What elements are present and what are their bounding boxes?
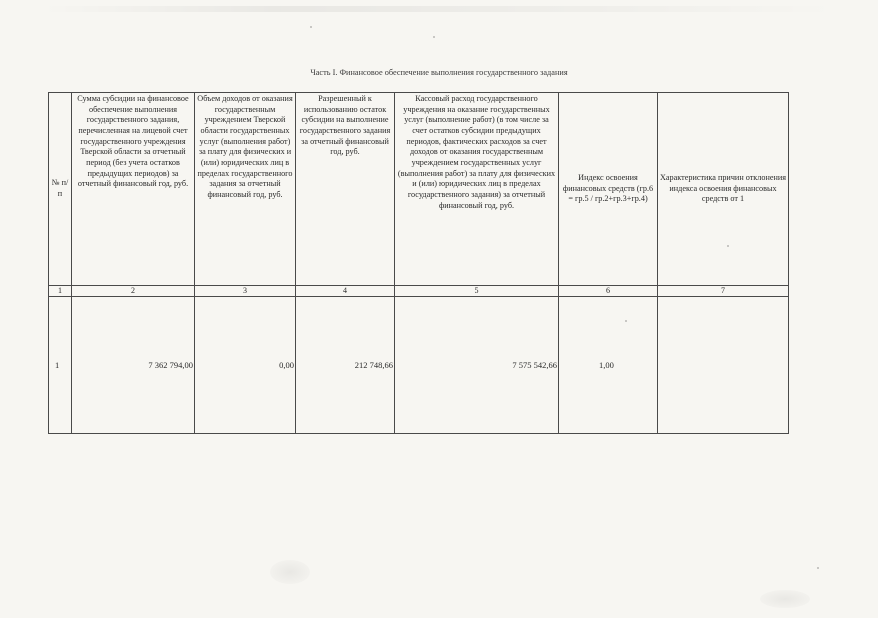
header-cell-deviation-reasons: Характеристика причин отклонения индекса освоения финансовых средств от 1 bbox=[658, 93, 789, 286]
scan-smudge bbox=[760, 590, 810, 608]
column-number: 2 bbox=[72, 286, 195, 297]
cell-row-number: 1 bbox=[49, 297, 72, 434]
header-cell-subsidy-sum: Сумма субсидии на финансовое обеспечение выполнения государственного задания, перечисленная на лицевой счет государственного учреждения Тверской области за отчетный период (без учета остатков предыдущих периодов) за отчетный финансовый год, руб. bbox=[72, 93, 195, 286]
column-number: 3 bbox=[195, 286, 296, 297]
cell-allowed-balance: 212 748,66 bbox=[296, 297, 395, 434]
column-number: 6 bbox=[559, 286, 658, 297]
column-number: 5 bbox=[395, 286, 559, 297]
cell-cash-expense: 7 575 542,66 bbox=[395, 297, 559, 434]
header-cell-allowed-balance: Разрешенный к использованию остаток субсидии на выполнение государственного задания за отчетный финансовый год, руб. bbox=[296, 93, 395, 286]
cell-income-volume: 0,00 bbox=[195, 297, 296, 434]
scan-speck bbox=[310, 26, 312, 28]
scan-speck bbox=[625, 320, 627, 322]
cell-development-index: 1,00 bbox=[559, 297, 658, 434]
column-number: 4 bbox=[296, 286, 395, 297]
header-cell-development-index: Индекс освоения финансовых средств (гр.6 = гр.5 / гр.2+гр.3+гр.4) bbox=[559, 93, 658, 286]
column-number: 7 bbox=[658, 286, 789, 297]
scan-speck bbox=[727, 245, 729, 247]
scan-speck bbox=[817, 567, 819, 569]
header-cell-cash-expense: Кассовый расход государственного учреждения на оказание государственных услуг (выполнение работ) (в том числе за счет остатков субсидии предыдущих периодов, фактических расходов за счет доходов от оказания государственным учреждением государственных услуг (выполнения работ) за плату для физических и (или) юридических лиц в пределах государственного задания) за отчетный финансовый год, руб. bbox=[395, 93, 559, 286]
table-row bbox=[49, 297, 789, 434]
scan-streak bbox=[40, 6, 840, 12]
column-number-row bbox=[49, 286, 789, 297]
part-title: Часть I. Финансовое обеспечение выполнения государственного задания bbox=[310, 68, 568, 77]
scan-speck bbox=[433, 36, 435, 38]
header-cell-number: № п/п bbox=[49, 93, 72, 286]
scan-smudge bbox=[270, 560, 310, 584]
cell-deviation-reasons bbox=[658, 297, 789, 434]
cell-subsidy-sum: 7 362 794,00 bbox=[72, 297, 195, 434]
header-row bbox=[49, 93, 789, 286]
header-cell-income-volume: Объем доходов от оказания государственным учреждением Тверской области государственных услуг (выполнения работ) за плату для физических и (или) юридических лиц в пределах государственного задания за отчетный финансовый год, руб. bbox=[195, 93, 296, 286]
financial-table bbox=[48, 92, 789, 434]
column-number: 1 bbox=[49, 286, 72, 297]
